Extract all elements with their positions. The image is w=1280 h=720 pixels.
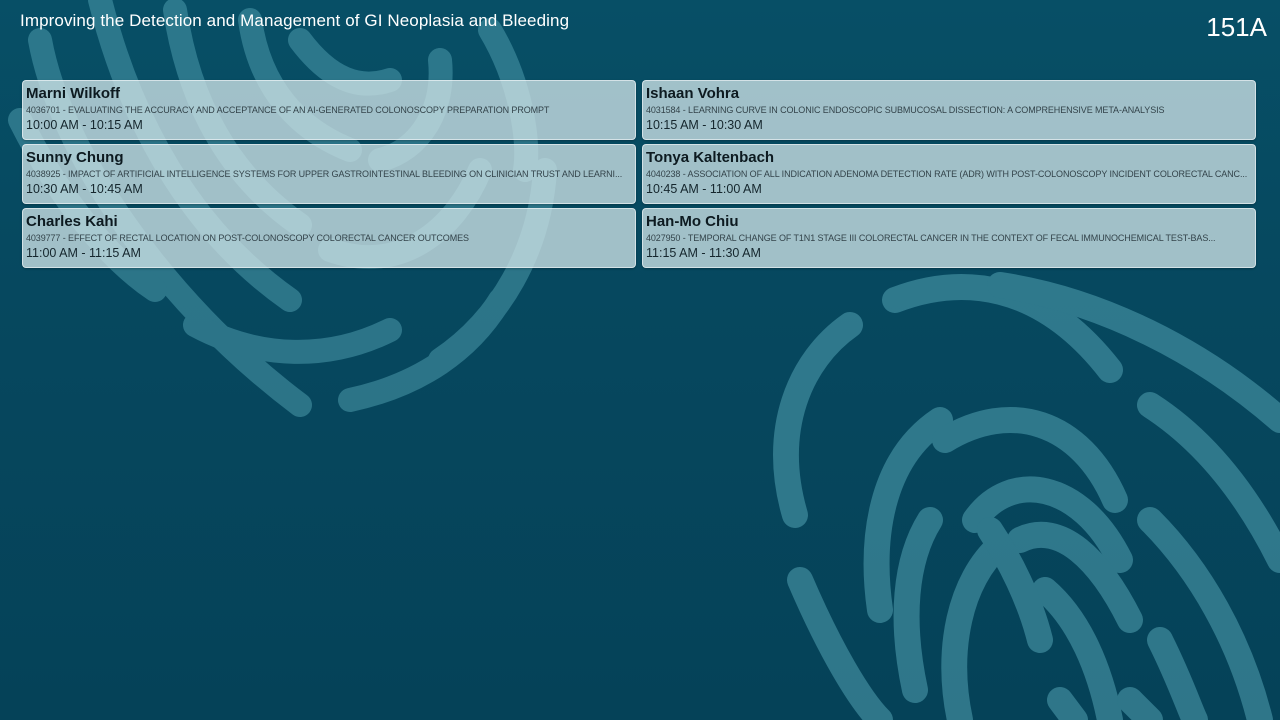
speaker-name: Marni Wilkoff	[26, 85, 121, 102]
speaker-name: Charles Kahi	[26, 213, 118, 230]
abstract-title: 4027950 - TEMPORAL CHANGE OF T1N1 STAGE III COLORECTAL CANCER IN THE CONTEXT OF FECAL IMMUNOCHEMICAL TEST-BAS...	[646, 233, 1216, 243]
time-slot: 11:00 AM - 11:15 AM	[26, 246, 141, 260]
presentation-grid	[22, 80, 1256, 268]
presentation-card	[642, 80, 1256, 140]
abstract-title: 4040238 - ASSOCIATION OF ALL INDICATION ADENOMA DETECTION RATE (ADR) WITH POST-COLONOSCOPY INCIDENT COLORECTAL CANC...	[646, 169, 1248, 179]
speaker-name: Sunny Chung	[26, 149, 124, 166]
presentation-card	[642, 144, 1256, 204]
time-slot: 10:45 AM - 11:00 AM	[646, 182, 762, 196]
speaker-name: Tonya Kaltenbach	[646, 149, 775, 166]
speaker-name: Ishaan Vohra	[646, 85, 740, 102]
abstract-title: 4031584 - LEARNING CURVE IN COLONIC ENDOSCOPIC SUBMUCOSAL DISSECTION: A COMPREHENSIVE META-ANALYSIS	[646, 105, 1165, 115]
abstract-title: 4038925 - IMPACT OF ARTIFICIAL INTELLIGENCE SYSTEMS FOR UPPER GASTROINTESTINAL BLEEDING ON CLINICIAN TRUST AND LEARNI...	[26, 169, 623, 179]
presentation-card	[642, 208, 1256, 268]
session-title: Improving the Detection and Management of GI Neoplasia and Bleeding	[20, 11, 570, 30]
time-slot: 10:30 AM - 10:45 AM	[26, 182, 143, 196]
time-slot: 10:00 AM - 10:15 AM	[26, 118, 143, 132]
time-slot: 11:15 AM - 11:30 AM	[646, 246, 761, 260]
speaker-name: Han-Mo Chiu	[646, 213, 739, 230]
presentation-card	[22, 80, 636, 140]
abstract-title: 4036701 - EVALUATING THE ACCURACY AND ACCEPTANCE OF AN AI-GENERATED COLONOSCOPY PREPARATION PROMPT	[26, 105, 550, 115]
abstract-title: 4039777 - EFFECT OF RECTAL LOCATION ON POST-COLONOSCOPY COLORECTAL CANCER OUTCOMES	[26, 233, 469, 243]
presentation-card	[22, 208, 636, 268]
room-number: 151A	[1206, 12, 1267, 42]
presentation-card	[22, 144, 636, 204]
time-slot: 10:15 AM - 10:30 AM	[646, 118, 763, 132]
